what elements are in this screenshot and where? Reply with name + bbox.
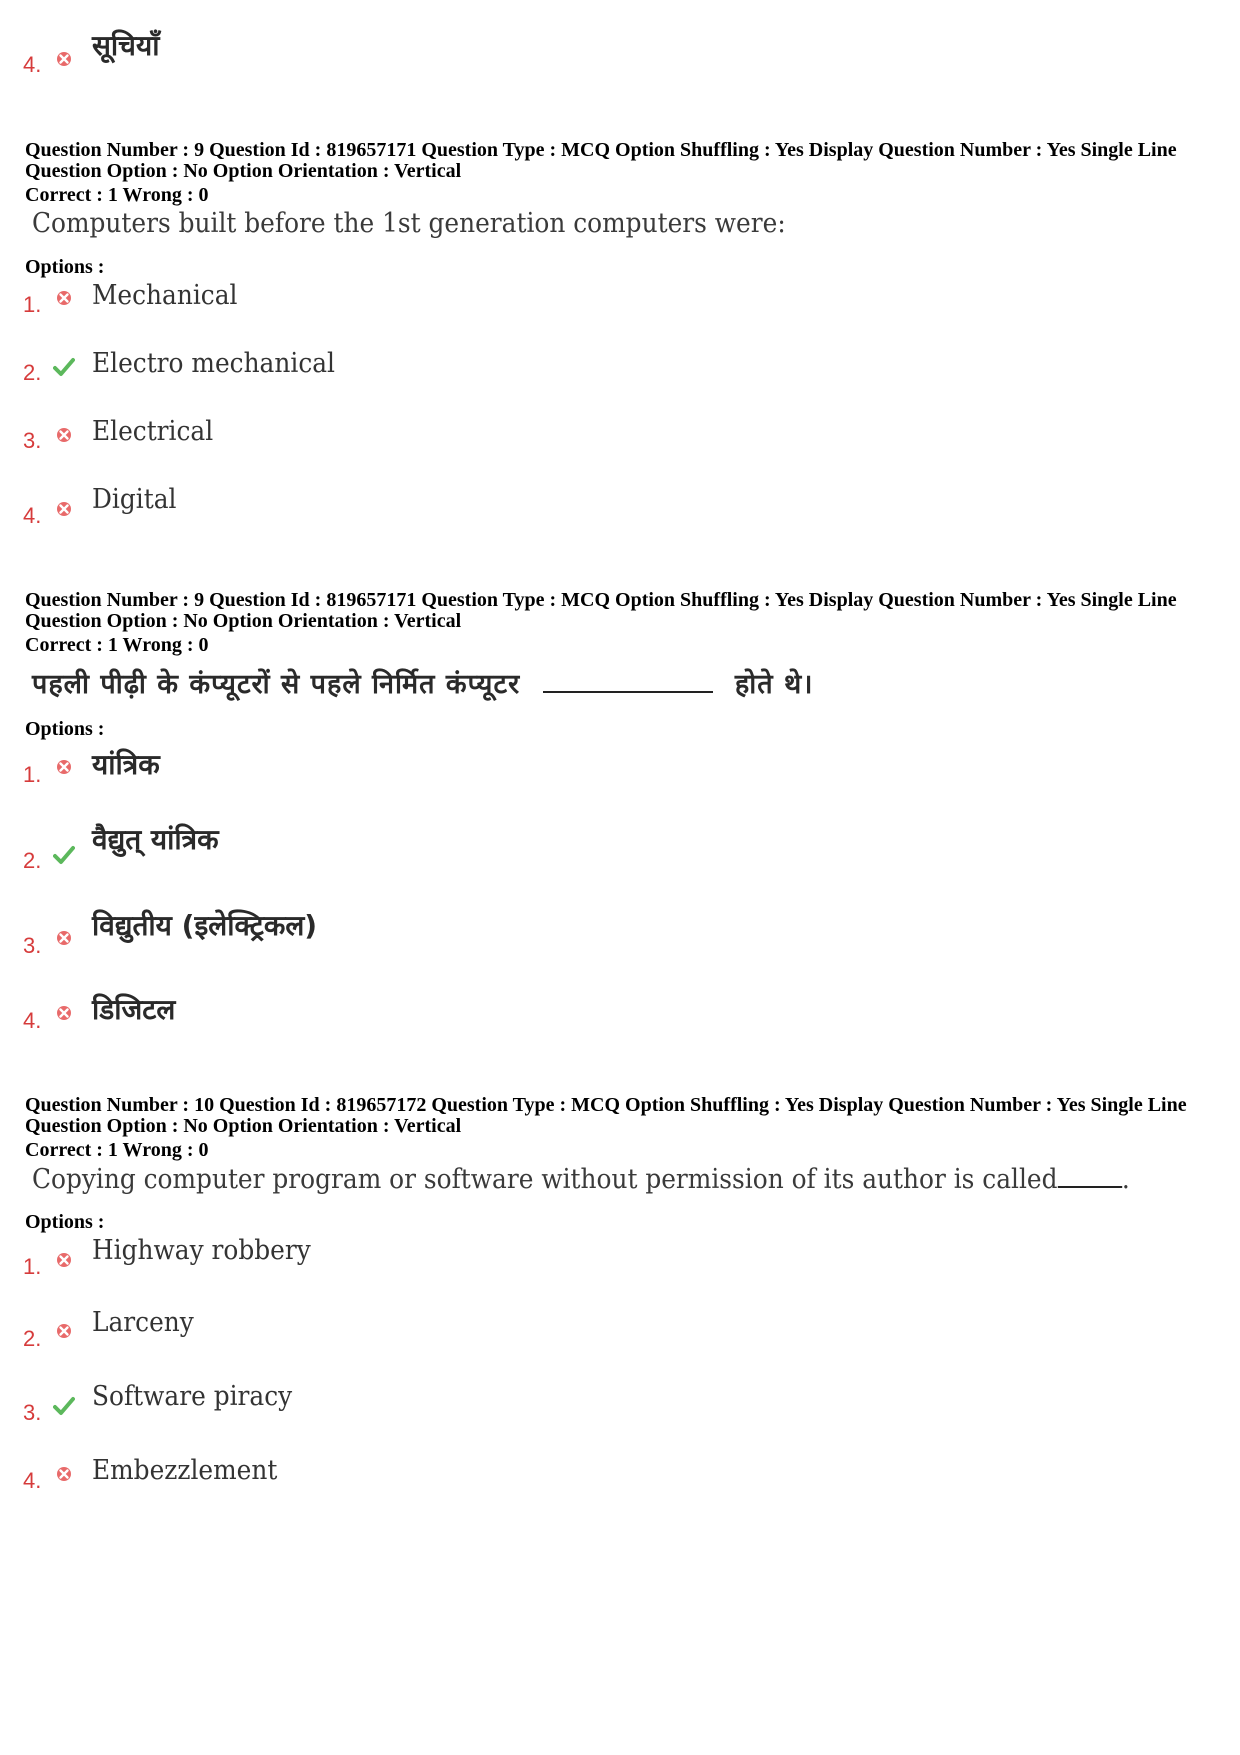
answer-blank <box>1058 1186 1122 1188</box>
option-number: 4. <box>23 1468 42 1493</box>
option-text: डिजिटल <box>92 993 176 1026</box>
question-score: Correct : 1 Wrong : 0 <box>25 634 209 656</box>
option-number: 2. <box>23 360 42 385</box>
option-text: विद्युतीय (इलेक्ट्रिकल) <box>92 909 318 942</box>
question-text <box>32 1164 1130 1195</box>
option-number: 4. <box>23 503 42 528</box>
option-text: Electro mechanical <box>92 348 335 379</box>
question-text <box>32 664 814 701</box>
option-text: Highway robbery <box>92 1235 311 1266</box>
option-number: 1. <box>23 762 42 787</box>
option-text: Software piracy <box>92 1381 293 1412</box>
option-number: 3. <box>23 1400 42 1425</box>
options-label: Options : <box>25 718 105 740</box>
option-number: 1. <box>23 1254 42 1279</box>
question-score: Correct : 1 Wrong : 0 <box>25 184 209 206</box>
answer-blank <box>543 691 713 693</box>
cross-icon <box>53 927 75 949</box>
options-label: Options : <box>25 256 105 278</box>
check-icon <box>53 1395 75 1417</box>
option-number: 4. <box>23 1008 42 1033</box>
cross-icon <box>53 1320 75 1342</box>
option-number: 3. <box>23 428 42 453</box>
question-score: Correct : 1 Wrong : 0 <box>25 1139 209 1161</box>
option-text: Larceny <box>92 1307 194 1338</box>
cross-icon <box>53 756 75 778</box>
cross-icon <box>53 287 75 309</box>
question-text-main: Copying computer program or software without permission of its author is called <box>32 1164 1058 1195</box>
cross-icon <box>53 1249 75 1271</box>
option-text: सूचियाँ <box>92 29 160 62</box>
option-text: Electrical <box>92 416 214 447</box>
check-icon <box>53 844 75 866</box>
question-text-part1: पहली पीढ़ी के कंप्यूटरों से पहले निर्मित कंप्यूटर <box>32 669 521 700</box>
option-text: वैद्युत् यांत्रिक <box>92 823 219 856</box>
options-label: Options : <box>25 1211 105 1233</box>
option-text: Embezzlement <box>92 1455 278 1486</box>
option-number: 3. <box>23 933 42 958</box>
option-number: 1. <box>23 292 42 317</box>
cross-icon <box>53 48 75 70</box>
cross-icon <box>53 1463 75 1485</box>
question-meta: Question Number : 10 Question Id : 819657172 Question Type : MCQ Option Shuffling : Yes Display Question Number : Yes Single Line Question Option : No Option Orientation : Vertical <box>25 1094 1187 1137</box>
question-meta: Question Number : 9 Question Id : 819657171 Question Type : MCQ Option Shuffling : Yes Display Question Number : Yes Single Line Question Option : No Option Orientation : Vertical <box>25 139 1177 182</box>
option-text: Digital <box>92 484 177 515</box>
option-text: यांत्रिक <box>92 748 160 781</box>
question-text-end: . <box>1121 1164 1130 1195</box>
option-number: 2. <box>23 1326 42 1351</box>
option-number: 2. <box>23 848 42 873</box>
cross-icon <box>53 424 75 446</box>
question-text: Computers built before the 1st generation computers were: <box>32 208 786 239</box>
option-number: 4. <box>23 52 42 77</box>
option-text: Mechanical <box>92 280 238 311</box>
question-meta: Question Number : 9 Question Id : 819657171 Question Type : MCQ Option Shuffling : Yes Display Question Number : Yes Single Line Question Option : No Option Orientation : Vertical <box>25 589 1177 632</box>
question-text-part2: होते थे। <box>734 669 814 700</box>
check-icon <box>53 356 75 378</box>
cross-icon <box>53 498 75 520</box>
cross-icon <box>53 1002 75 1024</box>
